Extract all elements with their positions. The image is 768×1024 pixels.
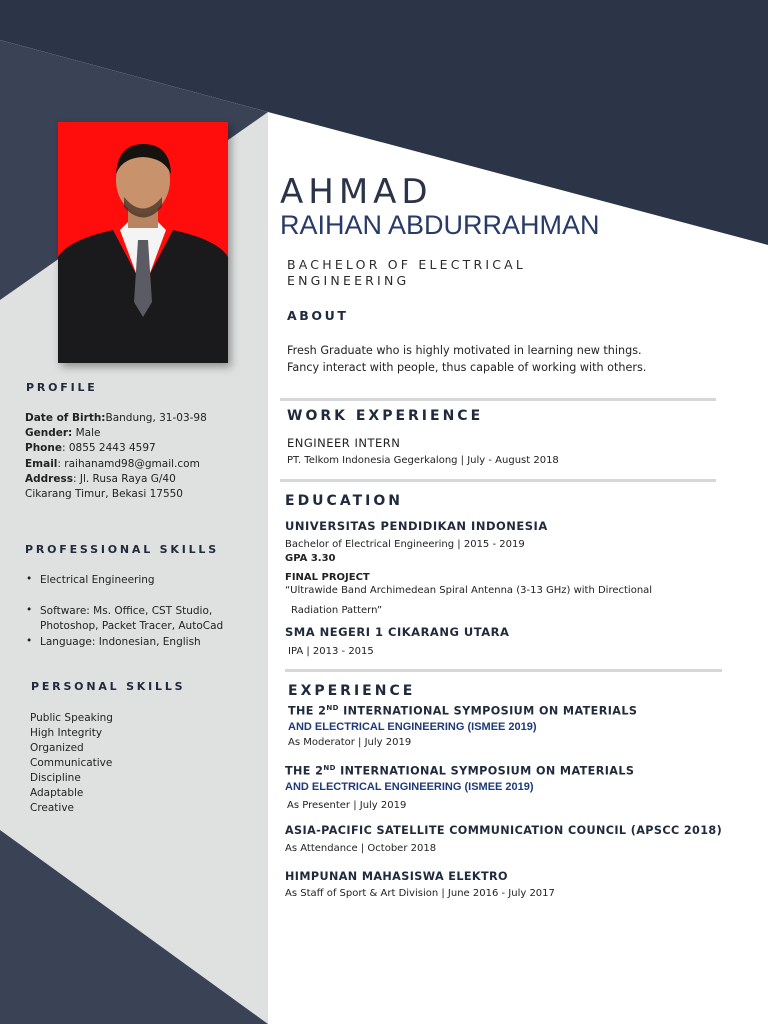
school-name: SMA NEGERI 1 CIKARANG UTARA (285, 625, 510, 639)
address-line1: : Jl. Rusa Raya G/40 (72, 472, 176, 485)
dob-value: Bandung, 31-03-98 (105, 412, 207, 424)
university-detail: Bachelor of Electrical Engineering | 2015 - 2019 (285, 539, 525, 550)
divider (280, 479, 716, 482)
work-role: ENGINEER INTERN (287, 436, 401, 450)
list-item: • Electrical Engineering (26, 573, 258, 589)
divider (280, 398, 716, 401)
gender-label: Gender: (25, 427, 73, 440)
address-line2: Cikarang Timur, Bekasi 17550 (25, 488, 183, 501)
profile-details (25, 411, 265, 502)
email-label: Email (25, 457, 58, 470)
school-detail: IPA | 2013 - 2015 (288, 646, 374, 657)
degree-title: BACHELOR OF ELECTRICAL ENGINEERING (287, 257, 527, 288)
list-item: Communicative (30, 757, 113, 769)
professional-skills-title: PROFESSIONAL SKILLS (25, 543, 219, 556)
list-item: • Software: Ms. Office, CST Studio, Photoshop, Packet Tracer, AutoCad (26, 604, 258, 635)
experience-3-title: ASIA-PACIFIC SATELLITE COMMUNICATION COUNCIL (APSCC 2018) (285, 824, 723, 837)
profile-title: PROFILE (26, 381, 98, 394)
experience-2-role: As Presenter | July 2019 (287, 800, 407, 811)
experience-2-title (285, 764, 634, 778)
experience-1-pre: THE 2 (288, 704, 327, 718)
university-name: UNIVERSITAS PENDIDIKAN INDONESIA (285, 519, 548, 533)
final-project-title: FINAL PROJECT (285, 572, 370, 583)
divider (285, 669, 722, 672)
experience-2-pre: THE 2 (285, 764, 324, 778)
experience-4-role: As Staff of Sport & Art Division | June 2016 - July 2017 (285, 888, 555, 899)
list-item: Public Speaking (30, 712, 113, 724)
gender-value: Male (72, 427, 101, 440)
work-experience-title: WORK EXPERIENCE (287, 408, 484, 424)
gpa: GPA 3.30 (285, 553, 336, 564)
list-item: High Integrity (30, 727, 103, 739)
education-title: EDUCATION (285, 493, 403, 509)
experience-1-title (288, 704, 637, 718)
experience-3-role: As Attendance | October 2018 (285, 843, 437, 854)
profile-phone (25, 441, 265, 456)
list-item: Adaptable (30, 787, 84, 799)
personal-skills-list (30, 711, 113, 816)
experience-2-sup: ND (323, 764, 336, 772)
email-value: : raihanamd98@gmail.com (57, 457, 200, 470)
experience-2-org: AND ELECTRICAL ENGINEERING (ISMEE 2019) (285, 781, 534, 793)
experience-1-org: AND ELECTRICAL ENGINEERING (ISMEE 2019) (288, 721, 537, 733)
profile-photo (58, 122, 228, 363)
last-name: RAIHAN ABDURRAHMAN (280, 210, 600, 240)
profile-email (25, 457, 265, 472)
list-item: • Language: Indonesian, English (26, 635, 258, 651)
experience-2-post: INTERNATIONAL SYMPOSIUM ON MATERIALS (335, 764, 635, 778)
phone-value: : 0855 2443 4597 (61, 442, 156, 455)
list-item: Discipline (30, 772, 81, 784)
experience-1-role: As Moderator | July 2019 (288, 737, 412, 748)
experience-1-post: INTERNATIONAL SYMPOSIUM ON MATERIALS (338, 704, 638, 718)
about-text: Fresh Graduate who is highly motivated in learning new things. Fancy interact with people, thus capable of working with others. (287, 344, 647, 374)
personal-skills-title: PERSONAL SKILLS (31, 680, 186, 693)
profile-address (25, 472, 265, 487)
final-project-line2: Radiation Pattern” (291, 605, 383, 616)
work-company: PT. Telkom Indonesia Gegerkalong | July - August 2018 (287, 455, 559, 466)
dob-label: Date of Birth: (25, 412, 106, 424)
address-label: Address (25, 472, 73, 485)
professional-skills-list (26, 573, 258, 650)
experience-4-title: HIMPUNAN MAHASISWA ELEKTRO (285, 870, 508, 883)
profile-gender (25, 426, 265, 441)
final-project-line1: “Ultrawide Band Archimedean Spiral Antenna (3-13 GHz) with Directional (285, 585, 653, 596)
experience-1-sup: ND (326, 704, 339, 712)
first-name: AHMAD (280, 172, 433, 212)
list-item: Organized (30, 742, 84, 754)
phone-label: Phone (25, 442, 62, 455)
about-title: ABOUT (287, 308, 349, 323)
profile-dob (25, 411, 265, 426)
list-item: Creative (30, 802, 75, 814)
experience-title: EXPERIENCE (288, 683, 416, 699)
